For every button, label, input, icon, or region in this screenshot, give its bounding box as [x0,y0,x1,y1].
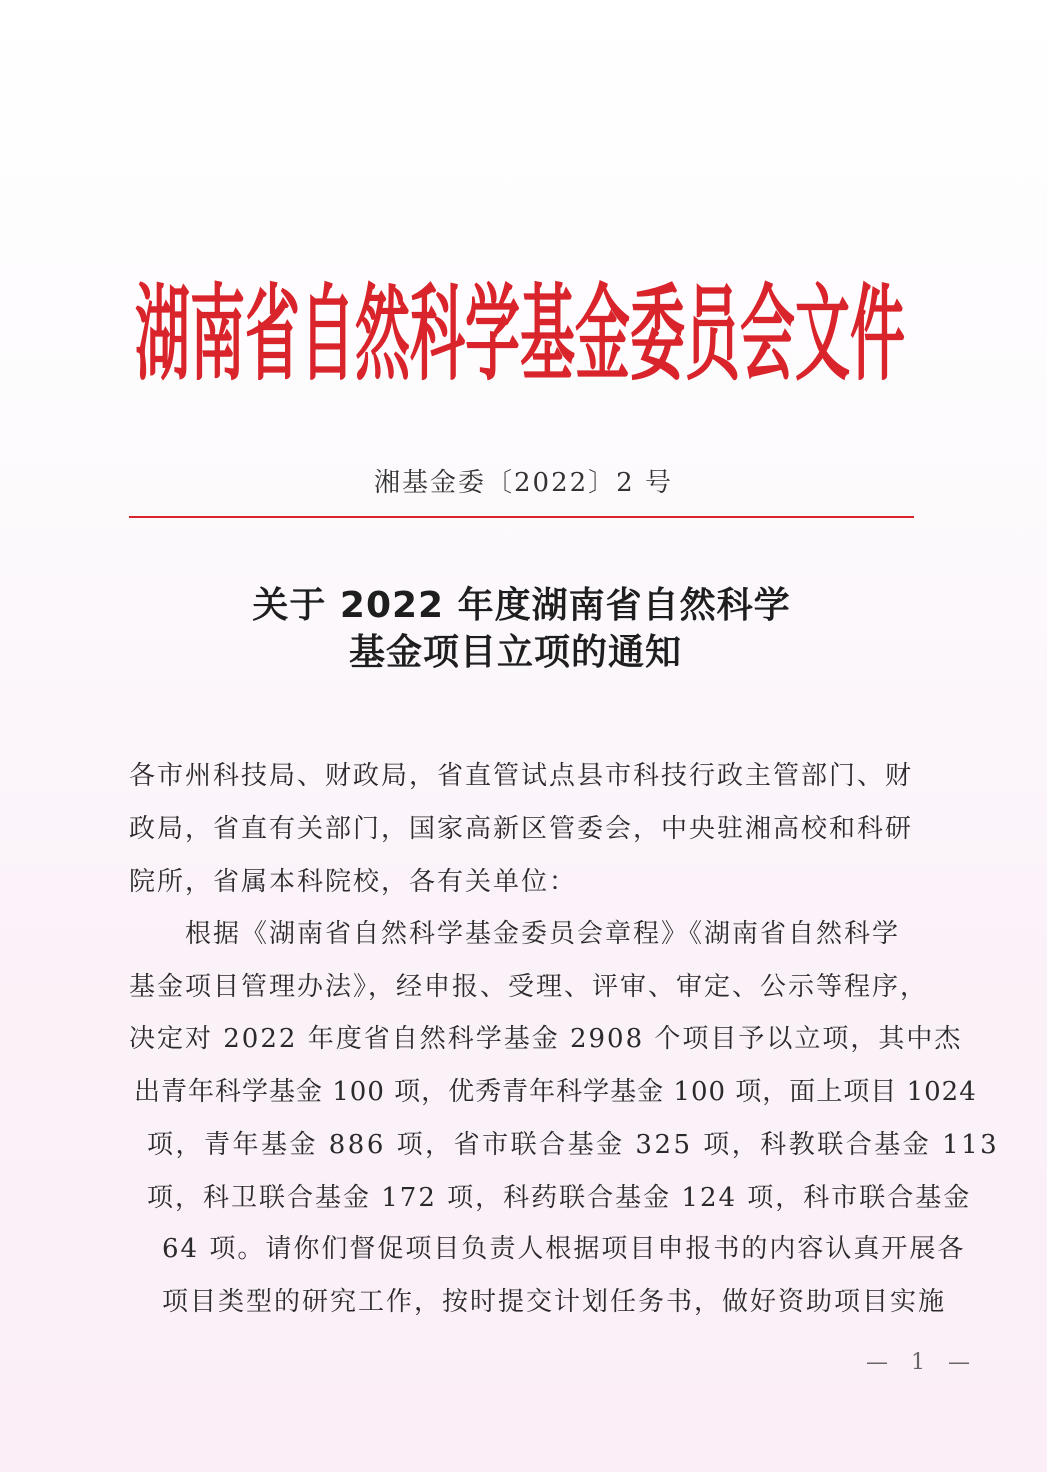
body-line: 院所，省属本科院校，各有关单位： [129,867,578,897]
document-number: 湘基金委〔2022〕2 号 [374,468,673,498]
body-line: 出青年科学基金 100 项，优秀青年科学基金 100 项，面上项目 1024 [134,1077,977,1107]
notice-title-line-1: 关于 2022 年度湖南省自然科学 [252,585,791,626]
body-line: 各市州科技局、财政局，省直管试点县市科技行政主管部门、财 [129,761,914,791]
body-line: 决定对 2022 年度省自然科学基金 2908 个项目予以立项，其中杰 [129,1024,963,1054]
body-line: 根据《湖南省自然科学基金委员会章程》《湖南省自然科学 [185,919,901,949]
red-divider-line [129,516,914,518]
body-line: 项，科卫联合基金 172 项，科药联合基金 124 项，科市联合基金 [147,1183,972,1213]
notice-title-line-2: 基金项目立项的通知 [348,632,682,673]
body-line: 政局，省直有关部门，国家高新区管委会，中央驻湘高校和科研 [129,814,914,844]
masthead-title: 湖南省自然科学基金委员会文件 [135,273,905,392]
body-line: 64 项。请你们督促项目负责人根据项目申报书的内容认真开展各 [162,1234,966,1264]
body-line: 项，青年基金 886 项，省市联合基金 325 项，科教联合基金 113 [147,1130,1000,1160]
page-number: — 1 — [866,1350,978,1375]
body-line: 项目类型的研究工作，按时提交计划任务书，做好资助项目实施 [162,1287,947,1317]
body-line: 基金项目管理办法》，经申报、受理、评审、审定、公示等程序， [129,972,929,1002]
masthead [120,262,920,392]
